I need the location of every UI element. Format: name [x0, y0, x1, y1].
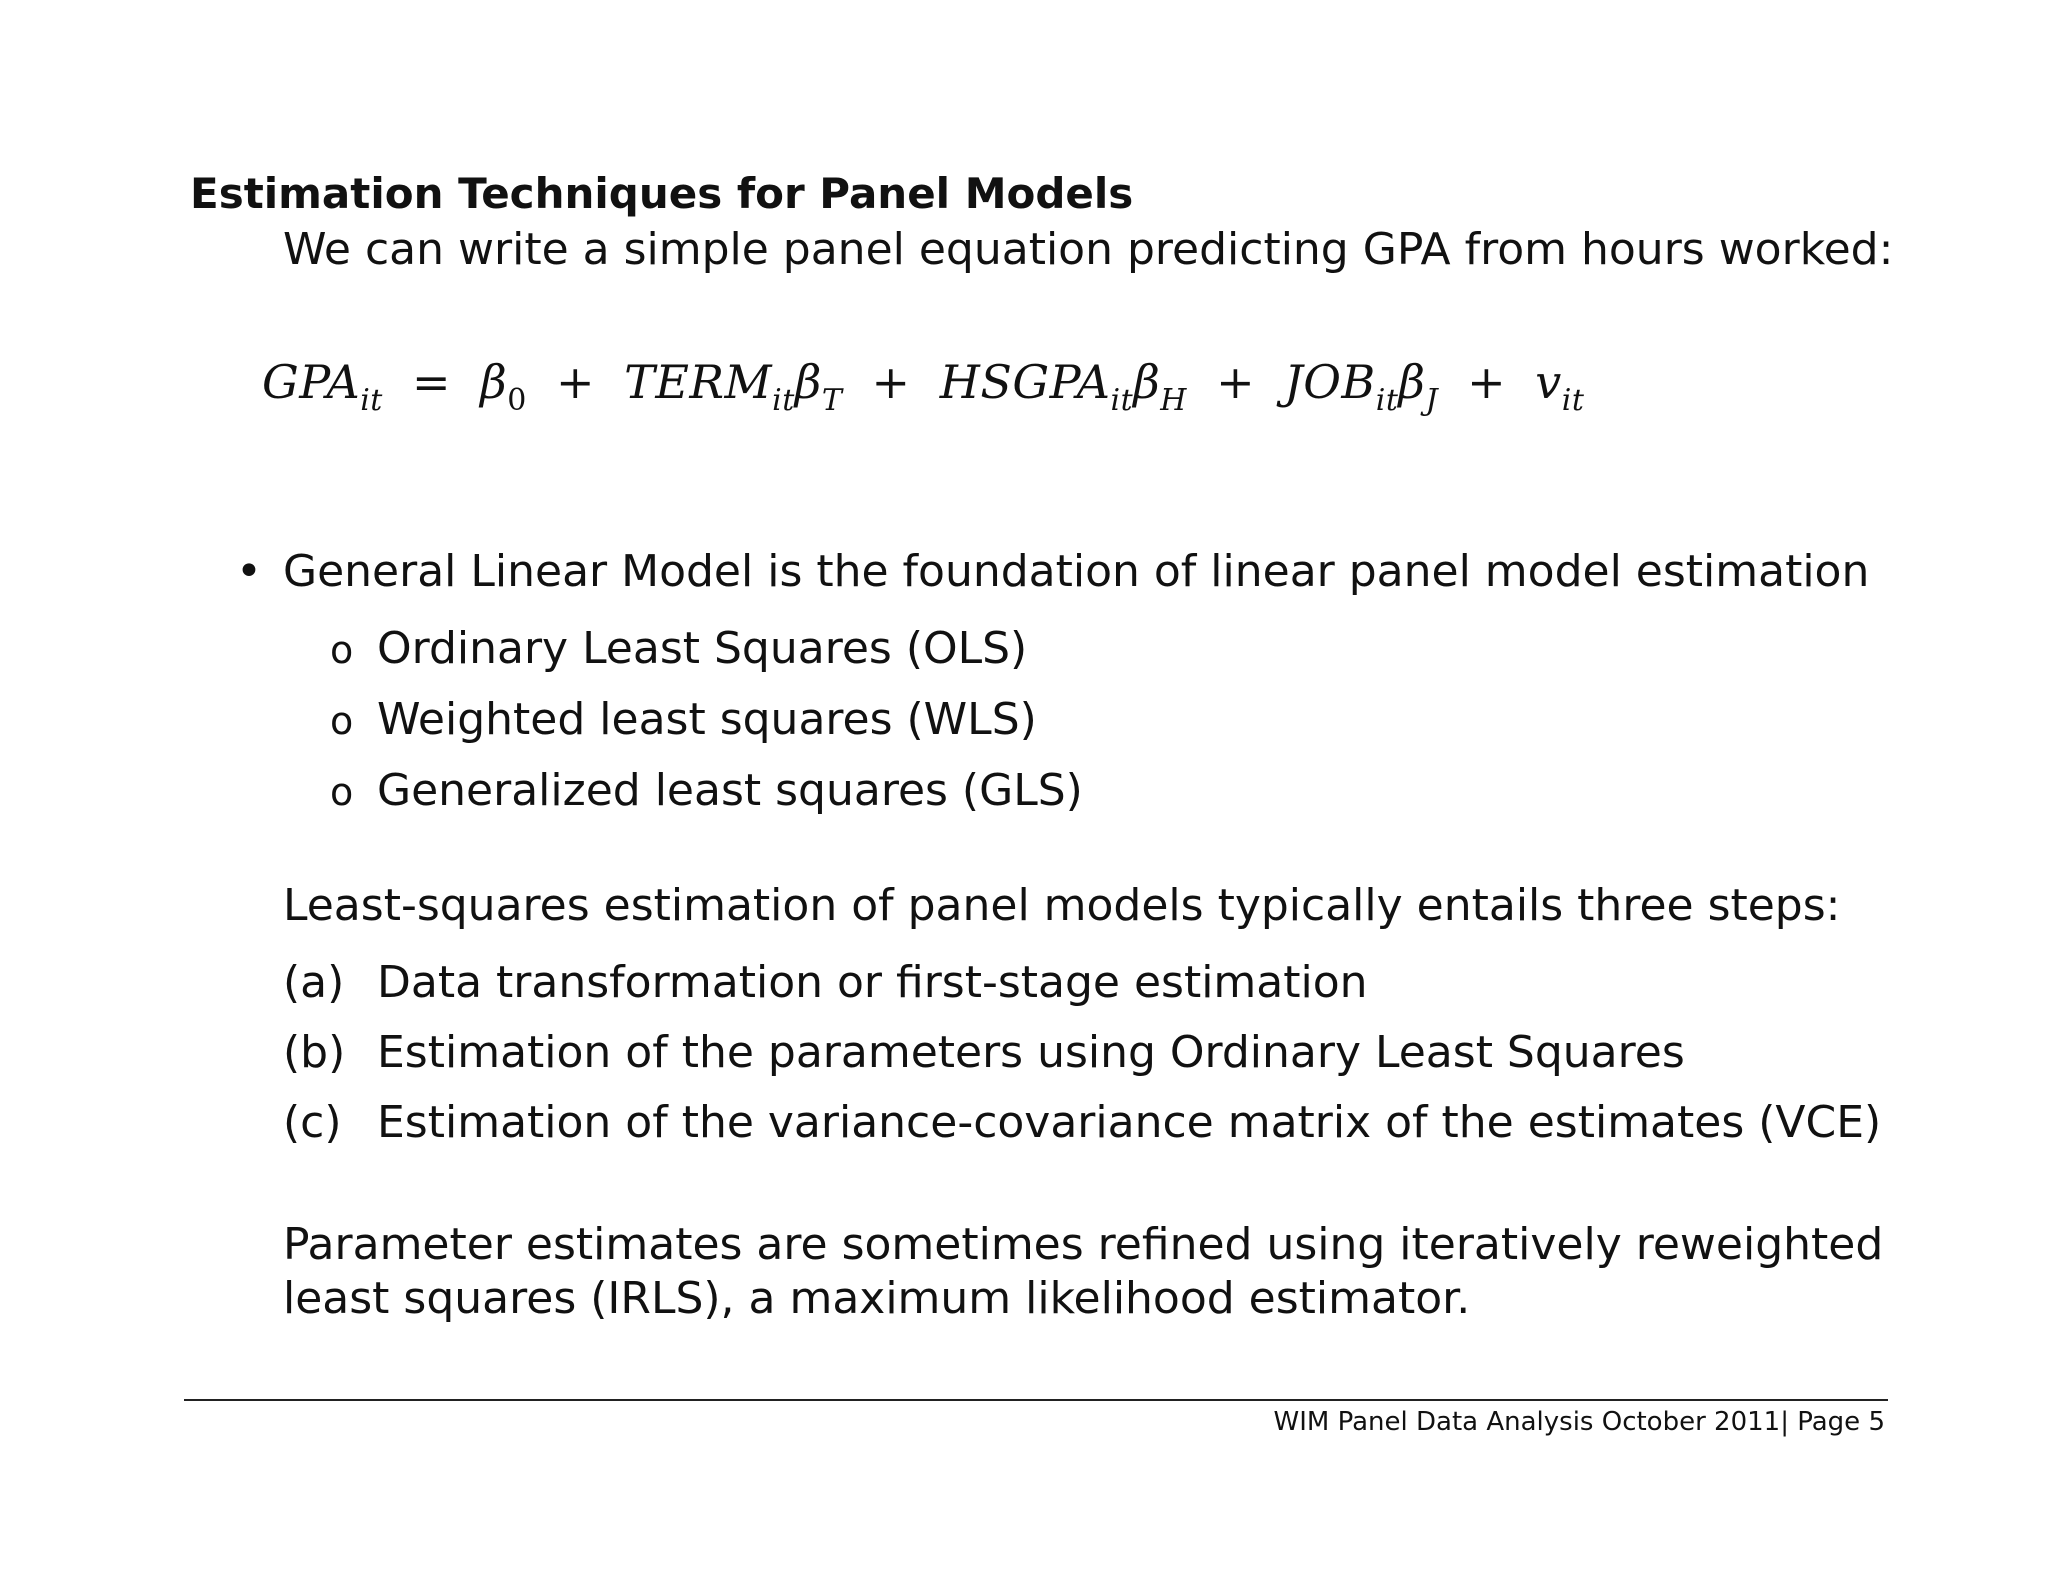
step-item: [283, 1088, 1881, 1158]
step-text: Estimation of the parameters using Ordinary Least Squares: [377, 1027, 1685, 1078]
plus-sign: +: [1467, 355, 1507, 409]
footer-divider: [184, 1399, 1888, 1401]
steps-list: [283, 948, 1881, 1158]
sub-item-text: Weighted least squares (WLS): [377, 694, 1037, 745]
steps-intro: Least-squares estimation of panel models typically entails three steps:: [283, 880, 1841, 931]
beta-h-subscript: H: [1160, 383, 1187, 418]
beta-t-subscript: T: [821, 383, 843, 418]
bullet-text: General Linear Model is the foundation of linear panel model estimation: [283, 546, 1870, 597]
page-title: Estimation Techniques for Panel Models: [190, 169, 1134, 218]
step-text: Estimation of the variance-covariance matrix of the estimates (VCE): [377, 1097, 1882, 1148]
plus-sign: +: [555, 355, 596, 409]
page-footer: WIM Panel Data Analysis October 2011| Page 5: [1273, 1407, 1885, 1437]
beta-t: β: [794, 355, 822, 409]
beta-j: β: [1398, 355, 1426, 409]
sub-item-text: Ordinary Least Squares (OLS): [377, 623, 1028, 674]
hsgpa-term: HSGPA: [939, 355, 1111, 409]
bullet-dot-icon: •: [236, 546, 262, 597]
equals-sign: =: [411, 355, 452, 409]
term-term: TERM: [624, 355, 773, 409]
plus-sign: +: [1216, 355, 1256, 409]
job-subscript: it: [1375, 383, 1399, 418]
beta-h: β: [1133, 355, 1161, 409]
hsgpa-subscript: it: [1110, 383, 1134, 418]
beta-0: β: [480, 355, 508, 409]
step-label: (c): [283, 1097, 342, 1148]
sub-list-item: [330, 614, 1083, 685]
step-label: (a): [283, 957, 345, 1008]
closing-paragraph: Parameter estimates are sometimes refined using iteratively reweighted least squares (IRLS), a maximum likelihood estimator.: [283, 1219, 1884, 1324]
circle-marker-icon: o: [330, 770, 354, 814]
job-term: JOB: [1284, 355, 1376, 409]
error-subscript: it: [1561, 383, 1585, 418]
bullet-item: [236, 546, 1869, 598]
term-subscript: it: [772, 383, 795, 418]
gpa-term: GPA: [262, 355, 361, 409]
intro-text: We can write a simple panel equation predicting GPA from hours worked:: [283, 224, 1894, 275]
gpa-subscript: it: [360, 383, 383, 418]
sub-list: [330, 614, 1083, 827]
step-text: Data transformation or first-stage estimation: [377, 957, 1368, 1008]
sub-list-item: [330, 685, 1083, 756]
error-term: v: [1535, 355, 1562, 409]
step-label: (b): [283, 1027, 346, 1078]
step-item: [283, 1018, 1881, 1088]
plus-sign: +: [871, 355, 911, 409]
panel-equation: [262, 352, 1585, 418]
sub-item-text: Generalized least squares (GLS): [377, 765, 1083, 816]
circle-marker-icon: o: [330, 699, 354, 743]
sub-list-item: [330, 756, 1083, 827]
beta-j-subscript: J: [1425, 383, 1438, 418]
beta-0-subscript: 0: [507, 383, 527, 418]
circle-marker-icon: o: [330, 628, 354, 672]
step-item: [283, 948, 1881, 1018]
